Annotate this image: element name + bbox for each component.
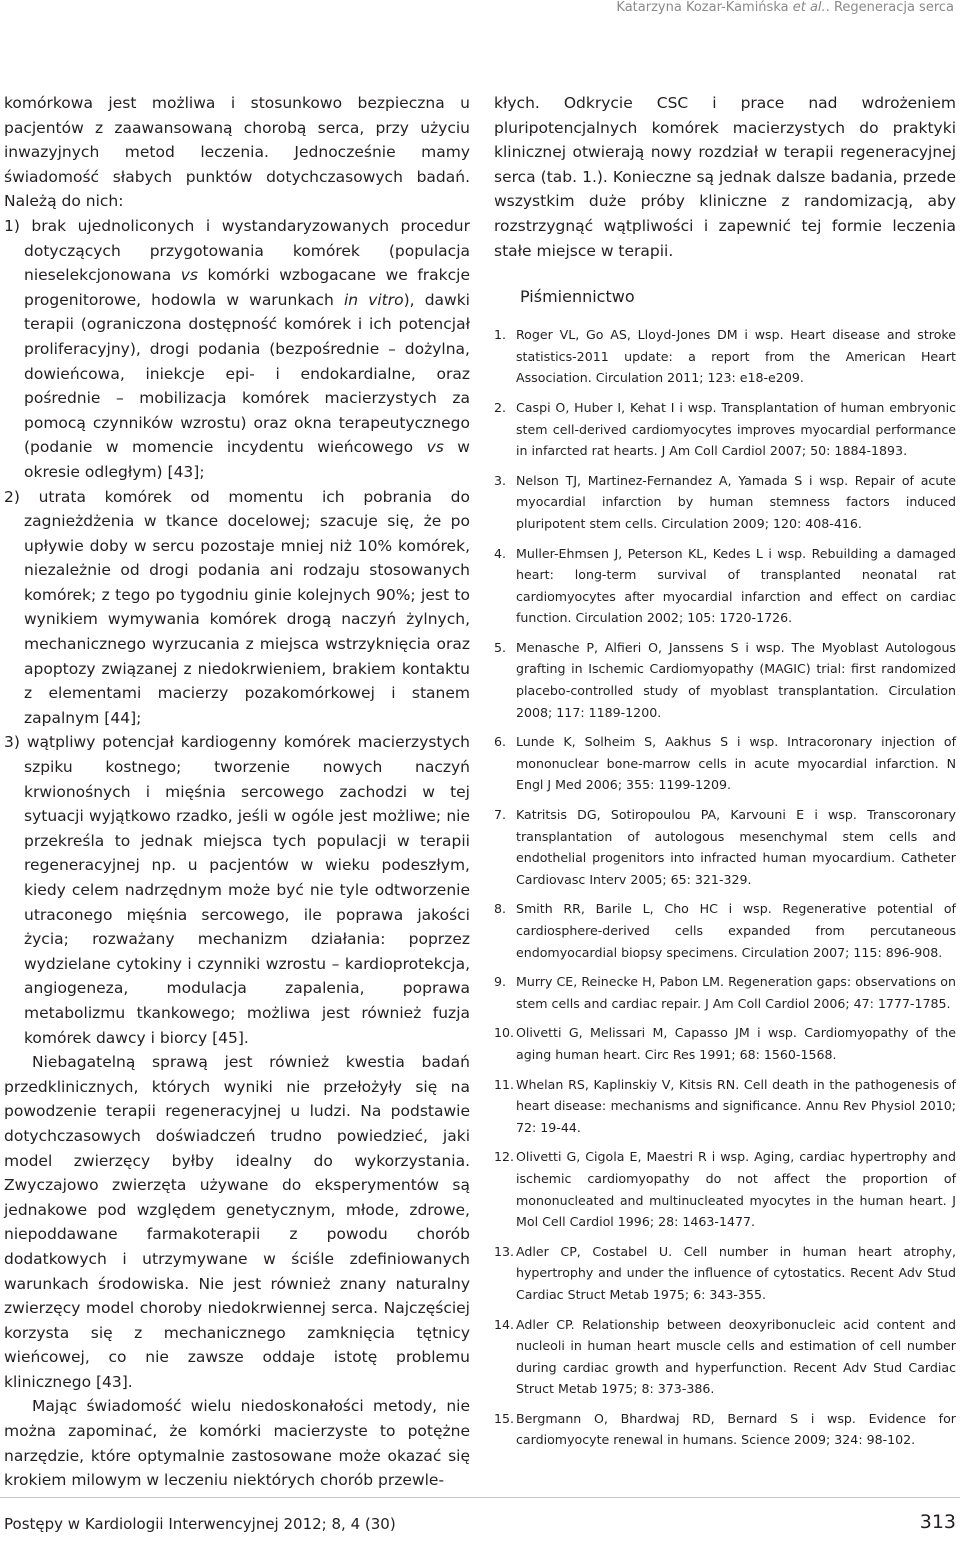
reference-number: 15. <box>494 1410 515 1426</box>
reference-text: Katritsis DG, Sotiropoulou PA, Karvouni E i wsp. Transcoronary transplantation of autologous mesenchymal stem cells and endothelial progenitors into infracted human myocardium. Catheter Cardiovasc Interv 2005; 65: 321-329. <box>516 807 956 887</box>
reference-item <box>494 1074 956 1139</box>
list-item-2: 2) utrata komórek od momentu ich pobrania do zagnieżdżenia w tkance docelowej; szacuje się, że po upływie doby w sercu pozostaje mniej niż 10% komórek, niezależnie od drogi podania ani rodzaju stosowanych komórek; z tego po tygodniu ginie kolejnych 90%; jest to wynikiem wymywania komórek drogą naczyń żylnych, mechanicznego wyrzucania z miejsca wstrzyknięcia oraz apoptozy związanej z niedokrwieniem, brakiem kontaktu z elementami macierzy pozakomórkowej i stanem zapalnym [44]; <box>4 487 470 727</box>
reference-item <box>494 543 956 629</box>
header-etal: et al. <box>792 0 826 15</box>
reference-text: Murry CE, Reinecke H, Pabon LM. Regeneration gaps: observations on stem cells and cardiac repair. J Am Coll Cardiol 2006; 47: 1777-1785. <box>516 974 956 1011</box>
reference-text: Menasche P, Alfieri O, Janssens S i wsp. The Myoblast Autologous grafting in Ischemic Cardiomyopathy (MAGIC) trial: first randomized placebo-controlled study of myoblast transplantation. Circulation 2008; 117: 1189-1200. <box>516 639 956 720</box>
right-column <box>494 91 956 1459</box>
list-item-3: 3) wątpliwy potencjał kardiogenny komórek macierzystych szpiku kostnego; tworzenie nowych naczyń krwionośnych i mięśnia sercowego zachodzi w tej sytuacji wyjątkowo rzadko, jeśli w ogóle jest możliwe; nie przekreśla to jednak miejsca tych populacji w terapii regeneracyjnej np. u pacjentów w wieku podeszłym, kiedy celem nadrzędnym może być nie tyle odtworzenie utraconego mięśnia sercowego, ile poprawa jakości życia; rozważany mechanizm działania: poprzez wydzielane cytokiny i czynniki wzrostu – kardioprotekcja, angiogeneza, modulacja zapalenia, poprawa metabolizmu tkankowego; możliwa jest również fuzja komórek dawcy i biorcy [45]. <box>4 733 470 1047</box>
reference-text: Bergmann O, Bhardwaj RD, Bernard S i wsp. Evidence for cardiomyocyte renewal in humans. Science 2009; 324: 98-102. <box>516 1410 956 1448</box>
reference-item <box>494 397 956 462</box>
reference-number: 2. <box>494 399 507 415</box>
reference-number: 12. <box>494 1149 515 1165</box>
left-column <box>4 91 470 1493</box>
reference-item <box>494 1408 956 1451</box>
paragraph-preclinical: Niebagatelną sprawą jest również kwestia badań przedklinicznych, których wyniki nie przełożyły się na powodzenie terapii regeneracyjnej u ludzi. Na podstawie dotychczasowych doświadczeń trudno powiedzieć, jaki model zwierzęcy byłby idealny do wykorzystania. Zwyczajowo zwierzęta używane do eksperymentów są jednakowe pod względem genetycznym, młode, zdrowe, niepoddawane farmakoterapii z powodu chorób dodatkowych i utrzymywane w ściśle zdefiniowanych warunkach środowiska. Nie jest również znany naturalny zwierzęcy model choroby niedokrwiennej serca. Najczęściej korzysta się z mechanicznego zamknięcia tętnicy wieńcowej, co nie zawsze oddaje istotę problemu klinicznego [43]. <box>4 1053 470 1391</box>
reference-number: 14. <box>494 1316 515 1332</box>
reference-number: 1. <box>494 327 507 343</box>
header-author: Katarzyna Kozar-Kamińska <box>616 0 789 15</box>
reference-text: Lunde K, Solheim S, Aakhus S i wsp. Intracoronary injection of mononuclear bone-marrow cells in acute myocardial infarction. N Engl J Med 2006; 355: 1199-1209. <box>516 734 956 793</box>
reference-text: Muller-Ehmsen J, Peterson KL, Kedes L i wsp. Rebuilding a damaged heart: long-term survival of transplanted neonatal rat cardiomyocytes after myocardial infarction and effect on cardiac function. Circulation 2002; 105: 1720-1726. <box>516 545 956 626</box>
paragraph-continuation: kłych. Odkrycie CSC i prace nad wdrożeniem pluripotencjalnych komórek macierzystych do praktyki klinicznej otwierają nowy rozdział w terapii regeneracyjnej serca (tab. 1.). Konieczne są jednak dalsze badania, przede wszystkim duże próby kliniczne z randomizacją, aby rozstrzygnąć wątpliwości i zapewnić tej formie leczenia stałe miejsce w terapii. <box>494 94 956 260</box>
footer-divider <box>0 1497 960 1498</box>
reference-text: Roger VL, Go AS, Lloyd-Jones DM i wsp. Heart disease and stroke statistics-2011 update: a report from the American Heart Association. Circulation 2011; 123: e18-e209. <box>516 327 956 386</box>
reference-item <box>494 804 956 890</box>
reference-item <box>494 1022 956 1065</box>
reference-number: 13. <box>494 1243 515 1259</box>
reference-number: 7. <box>494 807 507 823</box>
reference-item <box>494 971 956 1014</box>
reference-number: 11. <box>494 1076 515 1092</box>
reference-text: Whelan RS, Kaplinskiy V, Kitsis RN. Cell death in the pathogenesis of heart disease: mechanisms and significance. Annu Rev Physiol 2010; 72: 19-44. <box>516 1076 956 1135</box>
reference-item <box>494 1146 956 1232</box>
reference-text: Olivetti G, Cigola E, Maestri R i wsp. Aging, cardiac hypertrophy and ischemic cardiomyopathy do not affect the proportion of mononucleated and multinucleated myocytes in the human heart. J Mol Cell Cardiol 1996; 28: 1463-1477. <box>516 1149 956 1230</box>
reference-number: 4. <box>494 545 507 561</box>
reference-number: 6. <box>494 734 507 750</box>
reference-number: 5. <box>494 639 507 655</box>
reference-text: Adler CP. Relationship between deoxyribonucleic acid content and nucleoli in human heart muscle cells and estimation of cell number during cardiac growth and hyperfunction. Recent Adv Stud Cardiac Struct Metab 1975; 8: 373-386. <box>516 1316 956 1397</box>
reference-item <box>494 1241 956 1306</box>
reference-number: 8. <box>494 901 507 917</box>
footer-journal: Postępy w Kardiologii Interwencyjnej 2012; 8, 4 (30) <box>4 1515 396 1533</box>
reference-number: 3. <box>494 472 507 488</box>
reference-number: 9. <box>494 974 507 990</box>
reference-item <box>494 898 956 963</box>
paragraph-intro: komórkowa jest możliwa i stosunkowo bezpieczna u pacjentów z zaawansowaną chorobą serca, przy użyciu inwazyjnych metod leczenia. Jednocześnie mamy świadomość słabych punktów dotychczasowych badań. Należą do nich: <box>4 94 470 211</box>
reference-item <box>494 470 956 535</box>
reference-item <box>494 324 956 389</box>
references-list <box>494 324 956 1451</box>
reference-item <box>494 731 956 796</box>
running-header: Katarzyna Kozar-Kamińska et al.. Regeneracja serca <box>616 0 954 15</box>
reference-text: Caspi O, Huber I, Kehat I i wsp. Transplantation of human embryonic stem cell-derived cardiomyocytes improves myocardial performance in infarcted rat hearts. J Am Coll Cardiol 2007; 50: 1884-1893. <box>516 399 956 459</box>
page-number: 313 <box>919 1511 956 1533</box>
reference-text: Adler CP, Costabel U. Cell number in human heart atrophy, hypertrophy and under the influence of cytostatics. Recent Adv Stud Cardiac Struct Metab 1975; 6: 343-355. <box>516 1243 956 1302</box>
reference-text: Olivetti G, Melissari M, Capasso JM i wsp. Cardiomyopathy of the aging human heart. Circ Res 1991; 68: 1560-1568. <box>516 1025 956 1062</box>
paragraph-conclusion: Mając świadomość wielu niedoskonałości metody, nie można zapominać, że komórki macierzyste to potężne narzędzie, które optymalnie zastosowane może okazać się krokiem milowym w leczeniu niektórych chorób przewle- <box>4 1397 470 1490</box>
header-title: Regeneracja serca <box>833 0 954 15</box>
references-heading: Piśmiennictwo <box>520 287 635 307</box>
reference-text: Smith RR, Barile L, Cho HC i wsp. Regenerative potential of cardiosphere-derived cells expanded from percutaneous endomyocardial biopsy specimens. Circulation 2007; 115: 896-908. <box>516 901 956 960</box>
list-item-1: 1) brak ujednoliconych i wystandaryzowanych procedur dotyczących przygotowania komórek (populacja nieselekcjonowana vs komórki wzbogacane we frakcje progenitorowe, hodowla w warunkach in vitro), dawki terapii (ograniczona dostępność komórek i ich potencjał proliferacyjny), drogi podania (bezpośrednie – dożylna, dowieńcowa, iniekcje epi- i endokardialne, oraz pośrednie – mobilizacja komórek macierzystych za pomocą czynników wzrostu) oraz okna terapeutycznego (podanie w momencie incydentu wieńcowego vs w okresie odległym) [43]; <box>4 216 470 481</box>
reference-number: 10. <box>494 1025 515 1041</box>
reference-item <box>494 1314 956 1400</box>
reference-item <box>494 637 956 723</box>
reference-text: Nelson TJ, Martinez-Fernandez A, Yamada S i wsp. Repair of acute myocardial infarction by human stemness factors induced pluripotent stem cells. Circulation 2009; 120: 408-416. <box>516 472 956 531</box>
